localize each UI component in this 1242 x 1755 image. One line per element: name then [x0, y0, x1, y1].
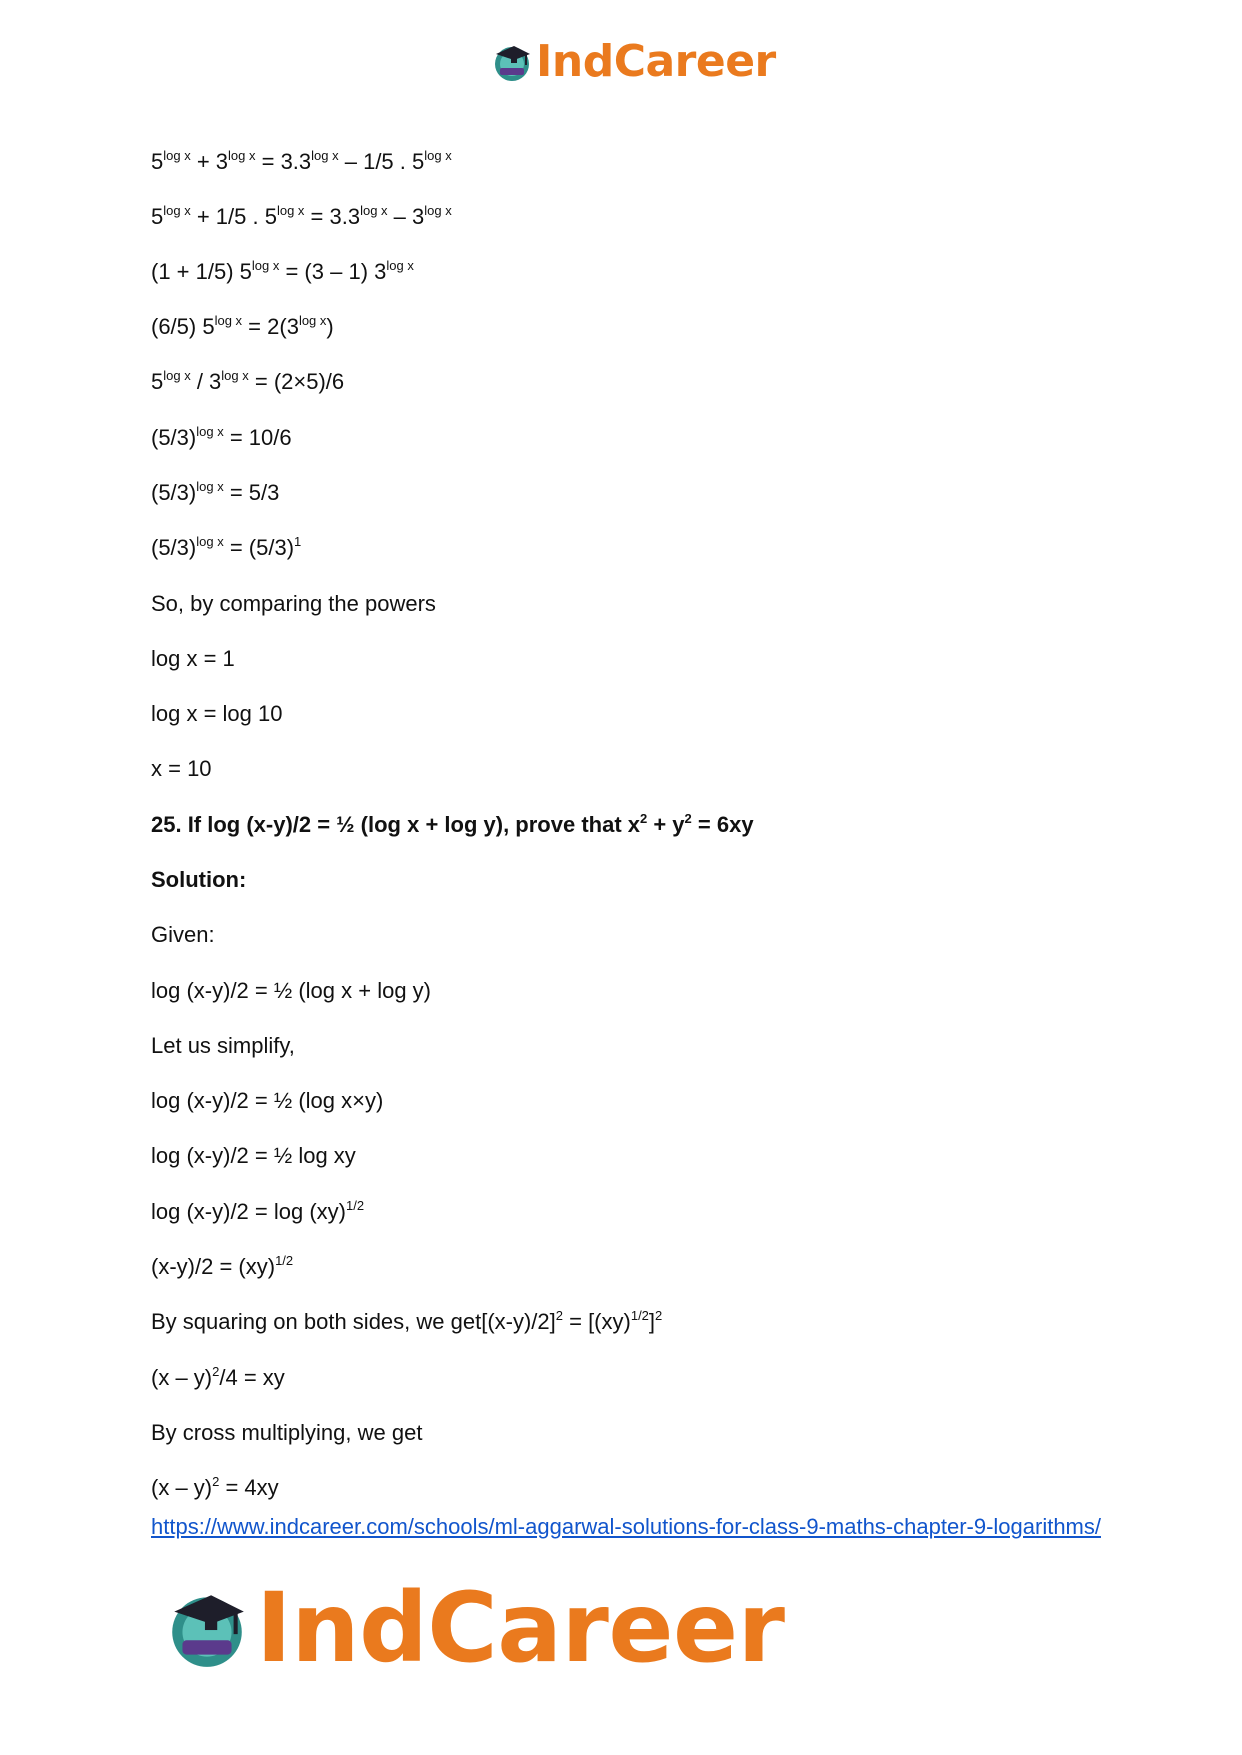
text-segment: = [(xy) — [563, 1309, 631, 1334]
text-segment: (5/3) — [151, 535, 197, 560]
equation-line — [151, 203, 452, 231]
equation-line — [151, 479, 279, 507]
superscript: log x — [360, 203, 388, 218]
equation-line — [151, 1032, 295, 1060]
equation-line — [151, 1198, 364, 1226]
text-segment: 5 — [151, 204, 164, 229]
text-segment: + y — [647, 812, 685, 837]
text-segment: Given: — [151, 922, 215, 947]
text-segment: log (x-y)/2 = ½ (log x×y) — [151, 1088, 384, 1113]
superscript: log x — [424, 203, 452, 218]
header-logo — [490, 36, 776, 87]
text-segment: – 3 — [387, 204, 425, 229]
text-segment: (5/3) — [151, 480, 197, 505]
equation-line — [151, 921, 215, 949]
equation-line — [151, 313, 334, 341]
equation-line — [151, 977, 431, 1005]
superscript: log x — [251, 258, 280, 273]
superscript: log x — [163, 368, 191, 383]
superscript: log x — [311, 148, 339, 163]
brand-name: IndCareer — [536, 36, 776, 87]
equation-line — [151, 258, 414, 286]
text-segment: log x = log 10 — [151, 701, 283, 726]
text-segment: By cross multiplying, we get — [151, 1420, 423, 1445]
text-segment: /4 = xy — [219, 1365, 285, 1390]
text-segment: 5 — [151, 149, 164, 174]
equation-line — [151, 645, 235, 673]
superscript: log x — [386, 258, 414, 273]
superscript: 1 — [294, 534, 302, 549]
text-segment: log (x-y)/2 = ½ log xy — [151, 1143, 356, 1168]
text-segment: + 3 — [190, 149, 229, 174]
superscript: log x — [163, 203, 191, 218]
graduation-cap-book-globe-icon — [490, 40, 534, 84]
text-segment: (6/5) 5 — [151, 314, 215, 339]
superscript: 1/2 — [630, 1308, 649, 1323]
superscript: log x — [424, 148, 452, 163]
superscript: log x — [196, 424, 224, 439]
text-segment: By squaring on both sides, we get[(x-y)/2] — [151, 1309, 556, 1334]
superscript: log x — [298, 313, 327, 328]
superscript: log x — [196, 479, 224, 494]
equation-line — [151, 1419, 422, 1447]
graduation-cap-book-globe-icon — [162, 1583, 252, 1673]
equation-line — [151, 755, 212, 783]
text-segment: log x = 1 — [151, 646, 235, 671]
question-heading-line — [151, 811, 754, 839]
text-segment: + 1/5 . 5 — [190, 204, 277, 229]
equation-line — [151, 590, 436, 618]
superscript: log x — [196, 534, 224, 549]
text-segment: = (5/3) — [223, 535, 295, 560]
text-segment: = 10/6 — [223, 425, 292, 450]
text-segment: Solution: — [151, 867, 247, 892]
text-segment: x = 10 — [151, 756, 212, 781]
equation-line — [151, 1142, 356, 1170]
text-segment: = 3.3 — [255, 149, 312, 174]
superscript: 2 — [555, 1308, 563, 1323]
superscript: log x — [276, 203, 305, 218]
text-segment: = 6xy — [691, 812, 754, 837]
text-segment: = 3.3 — [304, 204, 361, 229]
text-segment: (x – y) — [151, 1365, 213, 1390]
equation-line — [151, 1474, 279, 1502]
equation-line — [151, 1253, 293, 1281]
superscript: log x — [228, 148, 256, 163]
equation-line — [151, 700, 282, 728]
text-segment: = 5/3 — [223, 480, 280, 505]
text-segment: ) — [326, 314, 334, 339]
text-segment: (5/3) — [151, 425, 197, 450]
text-segment: = (2×5)/6 — [248, 369, 345, 394]
superscript: log x — [163, 148, 191, 163]
question-heading-line — [151, 866, 246, 894]
equation-line — [151, 1364, 285, 1392]
footer-logo — [162, 1572, 785, 1684]
superscript: 2 — [655, 1308, 663, 1323]
text-segment: / 3 — [190, 369, 222, 394]
text-segment: 5 — [151, 369, 164, 394]
equation-line — [151, 1087, 383, 1115]
equation-line — [151, 1308, 662, 1336]
text-segment: log (x-y)/2 = log (xy) — [151, 1199, 346, 1224]
text-segment: log (x-y)/2 = ½ (log x + log y) — [151, 978, 431, 1003]
superscript: 2 — [212, 1364, 220, 1379]
equation-line — [151, 424, 292, 452]
text-segment: 25. If log (x-y)/2 = ½ (log x + log y), prove that x — [151, 812, 640, 837]
text-segment: (1 + 1/5) 5 — [151, 259, 252, 284]
text-segment: ] — [648, 1309, 656, 1334]
superscript: 1/2 — [346, 1198, 365, 1213]
equation-line — [151, 148, 452, 176]
superscript: 2 — [640, 811, 648, 826]
superscript: 1/2 — [275, 1253, 294, 1268]
text-segment: So, by comparing the powers — [151, 591, 436, 616]
equation-line — [151, 368, 344, 396]
superscript: 2 — [684, 811, 692, 826]
text-segment: = (3 – 1) 3 — [279, 259, 387, 284]
footer-link[interactable]: https://www.indcareer.com/schools/ml-aggarwal-solutions-for-class-9-maths-chapter-9-logarithms/ — [151, 1514, 1101, 1539]
brand-name-large: IndCareer — [256, 1572, 785, 1684]
text-segment: – 1/5 . 5 — [338, 149, 425, 174]
superscript: log x — [214, 313, 243, 328]
superscript: 2 — [212, 1474, 220, 1489]
equation-line — [151, 534, 301, 562]
text-segment: (x – y) — [151, 1475, 213, 1500]
superscript: log x — [221, 368, 249, 383]
text-segment: Let us simplify, — [151, 1033, 295, 1058]
text-segment: (x-y)/2 = (xy) — [151, 1254, 276, 1279]
text-segment: = 4xy — [219, 1475, 279, 1500]
text-segment: = 2(3 — [242, 314, 299, 339]
